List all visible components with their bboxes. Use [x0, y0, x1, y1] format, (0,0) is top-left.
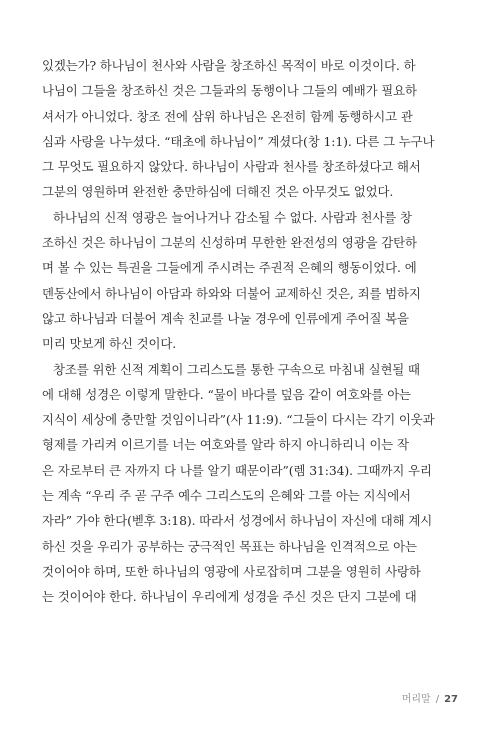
text-line: 자라” 가야 한다(벧후 3:18). 따라서 성경에서 하나님이 자신에 대해 계시: [42, 513, 433, 529]
body-text: [42, 57, 460, 614]
text-line: 그분의 영원하며 완전한 충만하심에 더해진 것은 아무것도 없었다.: [42, 184, 394, 200]
text-line: 는 계속 “우리 주 곧 구주 예수 그리스도의 은혜와 그를 아는 지식에서: [42, 488, 411, 504]
text-line: 그 무엇도 필요하지 않았다. 하나님이 사람과 천사를 창조하셨다고 해서: [42, 159, 421, 175]
text-line: 은 자로부터 큰 자까지 다 나를 알기 때문이라”(렘 31:34). 그때까지 우리: [42, 462, 432, 478]
text-line: 덴동산에서 하나님이 아담과 하와와 더불어 교제하신 것은, 죄를 범하지: [42, 285, 421, 301]
text-line: 미리 맛보게 하신 것이다.: [42, 336, 177, 352]
paragraph-start-line: 창조를 위한 신적 계획이 그리스도를 통한 구속으로 마침내 실현될 때: [53, 361, 420, 377]
text-line: 것이어야 하며, 또한 하나님의 영광에 사로잡히며 그분을 영원히 사랑하: [42, 563, 421, 579]
footer-separator: /: [435, 694, 440, 705]
section-label: 머리말: [401, 694, 431, 705]
text-line: 조하신 것은 하나님이 그분의 신성하며 무한한 완전성의 영광을 감탄하: [42, 235, 417, 251]
text-line: 않고 하나님과 더불어 계속 친교를 나눌 경우에 인류에게 주어질 복을: [42, 310, 409, 326]
paragraph-start-line: 하나님의 신적 영광은 늘어나거나 감소될 수 없다. 사람과 천사를 창: [53, 209, 412, 225]
text-line: 나님이 그들을 창조하신 것은 그들과의 동행이나 그들의 예배가 필요하: [42, 83, 417, 99]
text-line: 에 대해 성경은 이렇게 말한다. “물이 바다를 덮음 같이 여호와를 아는: [42, 386, 411, 402]
text-line: 있겠는가? 하나님이 천사와 사람을 창조하신 목적이 바로 이것이다. 하: [42, 58, 416, 73]
text-line: 며 볼 수 있는 특권을 그들에게 주시려는 주권적 은혜의 행동이었다. 에: [42, 260, 417, 276]
text-line: 셔서가 아니었다. 창조 전에 삼위 하나님은 온전히 함께 동행하시고 관: [42, 108, 413, 124]
text-line: 지식이 세상에 충만할 것임이니라”(사 11:9). “그들이 다시는 각기 이웃과: [42, 412, 435, 428]
text-line: 형제를 가리켜 이르기를 너는 여호와를 알라 하지 아니하리니 이는 작: [42, 437, 409, 453]
text-line: 심과 사랑을 나누셨다. “태초에 하나님이” 계셨다(창 1:1). 다른 그 누구나: [42, 133, 435, 149]
text-line: 는 것이어야 한다. 하나님이 우리에게 성경을 주신 것은 단지 그분에 대: [42, 589, 417, 605]
page-number: 27: [444, 694, 458, 705]
page-footer: [402, 690, 458, 705]
text-line: 하신 것을 우리가 공부하는 궁극적인 목표는 하나님을 인격적으로 아는: [42, 538, 417, 554]
